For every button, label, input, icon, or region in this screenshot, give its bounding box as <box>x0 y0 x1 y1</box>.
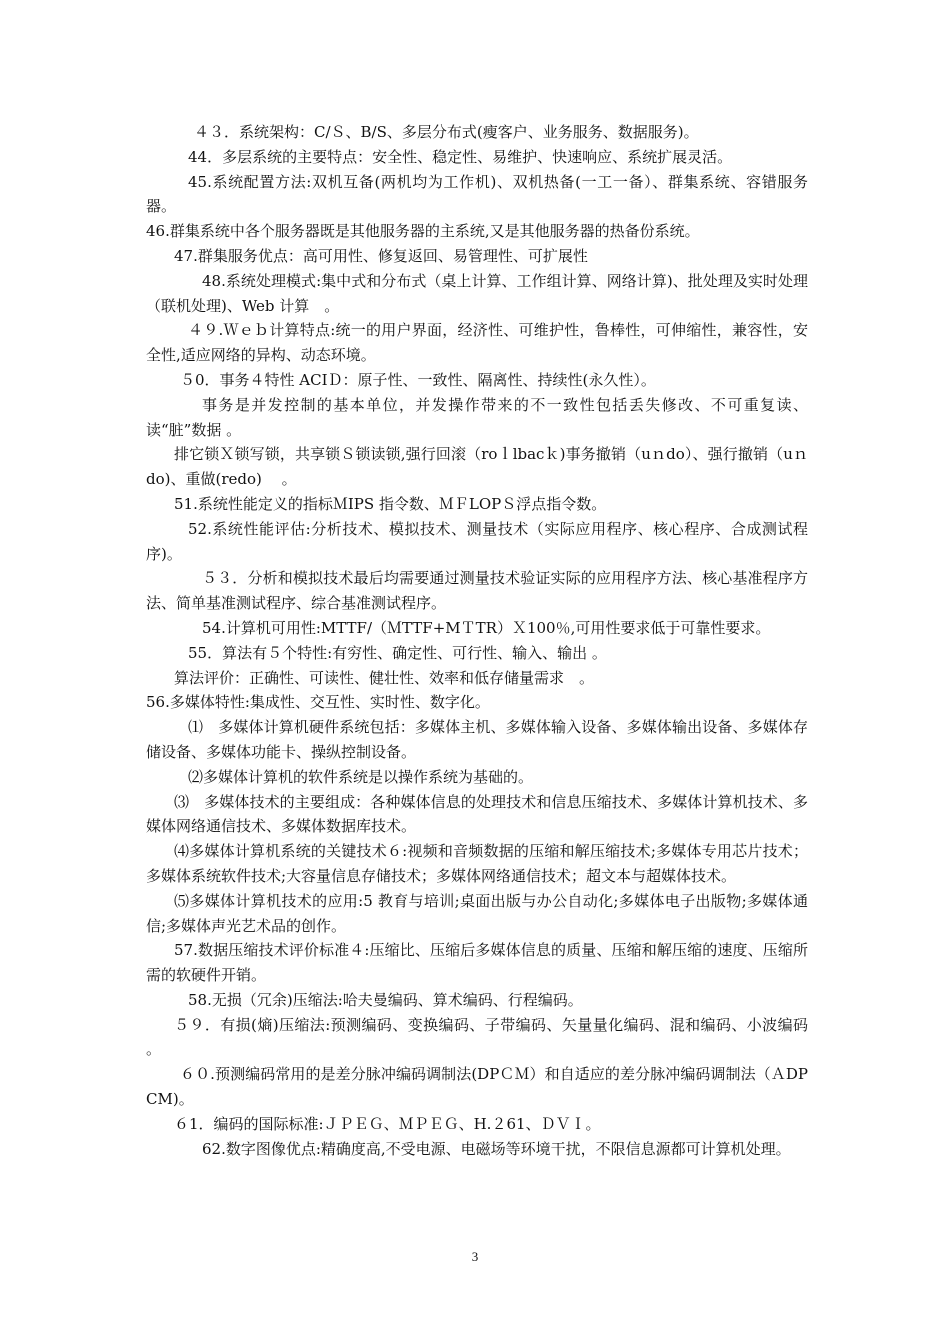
document-body <box>146 120 808 1161</box>
paragraph: ⑸多媒体计算机技术的应用:5 教育与培训;桌面出版与办公自动化;多媒体电子出版物;多媒体通信;多媒体声光艺术品的创作。 <box>146 891 808 935</box>
paragraph: 排它锁Ｘ锁写锁，共享锁Ｓ锁读锁,强行回滚（roｌlbacｋ)事务撤销（uｎdo）、强行撤销（uｎdo)、重做(redo) 。 <box>146 445 808 489</box>
paragraph: ５３．分析和模拟技术最后均需要通过测量技术验证实际的应用程序方法、核心基准程序方法、简单基准测试程序、综合基准测试程序。 <box>146 569 808 613</box>
paragraph: ４９.Ｗｅｂ计算特点:统一的用户界面，经济性、可维护性，鲁棒性，可伸缩性，兼容性，安全性,适应网络的异构、动态环境。 <box>146 321 808 365</box>
paragraph: 62.数字图像优点:精确度高,不受电源、电磁场等环境干扰，不限信息源都可计算机处理。 <box>202 1139 791 1158</box>
paragraph: 47.群集服务优点：高可用性、修复返回、易管理性、可扩展性 <box>174 246 588 265</box>
paragraph: 56.多媒体特性:集成性、交互性、实时性、数字化。 <box>146 693 490 712</box>
paragraph: 算法评价：正确性、可读性、健壮性、效率和低存储量需求 。 <box>174 668 595 687</box>
paragraph: 48.系统处理模式:集中式和分布式（桌上计算、工作组计算、网络计算)、批处理及实时处理（联机处理)、Web 计算 。 <box>146 271 808 315</box>
paragraph: 事务是并发控制的基本单位，并发操作带来的不一致性包括丢失修改、不可重复读、读“脏”数据 。 <box>146 395 808 439</box>
paragraph: 51.系统性能定义的指标ＭIPS 指令数、ＭＦLOPＳ浮点指令数。 <box>174 494 607 513</box>
paragraph: ６０.预测编码常用的是差分脉冲编码调制法(DPＣＭ）和自适应的差分脉冲编码调制法（ＡDPCM)。 <box>146 1065 808 1109</box>
paragraph: 58.无损（冗余)压缩法:哈夫曼编码、算术编码、行程编码。 <box>188 990 583 1009</box>
paragraph: 44．多层系统的主要特点：安全性、稳定性、易维护、快速响应、系统扩展灵活。 <box>188 147 733 166</box>
paragraph: 55．算法有５个特性:有穷性、确定性、可行性、输入、输出 。 <box>188 643 607 662</box>
paragraph: ５0．事务４特性 ACIＤ：原子性、一致性、隔离性、持续性(永久性）。 <box>180 370 656 389</box>
paragraph: 45.系统配置方法:双机互备(两机均为工作机)、双机热备(一工一备）、群集系统、容错服务器。 <box>146 172 808 216</box>
paragraph: ４３．系统架构：C/Ｓ、B/S、多层分布式(瘦客户、业务服务、数据服务)。 <box>194 123 699 141</box>
paragraph: ⑴ 多媒体计算机硬件系统包括：多媒体主机、多媒体输入设备、多媒体输出设备、多媒体存储设备、多媒体功能卡、操纵控制设备。 <box>146 718 808 761</box>
page-number: 3 <box>471 1249 479 1264</box>
paragraph: ⑷多媒体计算机系统的关键技术６:视频和音频数据的压缩和解压缩技术;多媒体专用芯片技术；多媒体系统软件技术;大容量信息存储技术；多媒体网络通信技术；超文本与超媒体技术。 <box>146 842 808 885</box>
paragraph: 52.系统性能评估:分析技术、模拟技术、测量技术（实际应用程序、核心程序、合成测试程序)。 <box>146 519 808 563</box>
paragraph: 54.计算机可用性:MTTF/（ＭTTF+MＴTR）Ｘ100％,可用性要求低于可靠性要求。 <box>202 618 771 637</box>
paragraph: ５９．有损(熵)压缩法:预测编码、变换编码、子带编码、矢量量化编码、混和编码、小波编码 。 <box>146 1015 808 1059</box>
paragraph: 46.群集系统中各个服务器既是其他服务器的主系统,又是其他服务器的热备份系统。 <box>146 222 700 241</box>
paragraph: ６1．编码的国际标准:ＪＰＥＧ、ＭＰＥＧ、H.２61、ＤＶＩ。 <box>174 1114 601 1133</box>
paragraph: ⑵多媒体计算机的软件系统是以操作系统为基础的。 <box>188 767 534 786</box>
paragraph: 57.数据压缩技术评价标准４:压缩比、压缩后多媒体信息的质量、压缩和解压缩的速度、压缩所需的软硬件开销。 <box>146 941 808 985</box>
paragraph: ⑶ 多媒体技术的主要组成：各种媒体信息的处理技术和信息压缩技术、多媒体计算机技术、多媒体网络通信技术、多媒体数据库技术。 <box>146 792 808 836</box>
